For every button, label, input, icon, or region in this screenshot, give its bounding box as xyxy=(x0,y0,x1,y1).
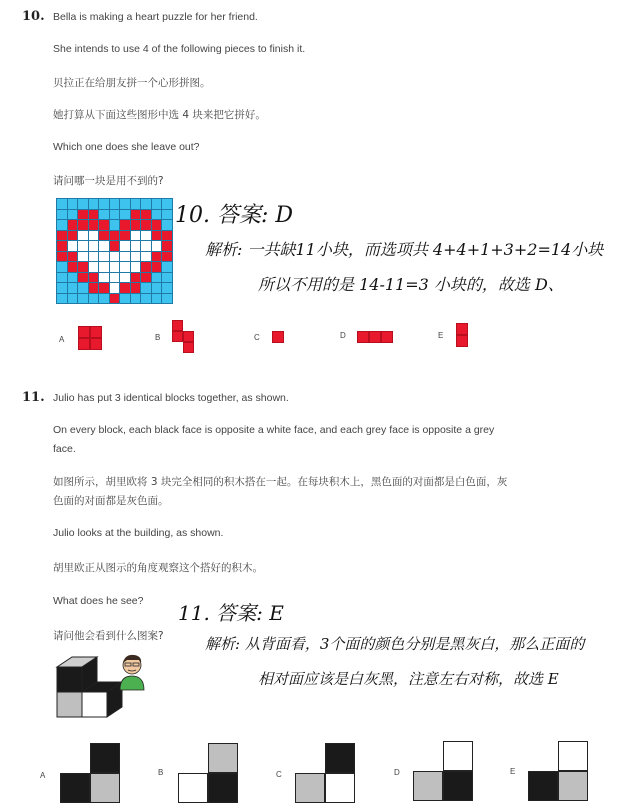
q10-option-b-label: B xyxy=(155,333,161,342)
q11-option-d-label: D xyxy=(394,768,400,777)
q11-option-c-figure[interactable] xyxy=(295,743,355,803)
q10-option-b-piece[interactable] xyxy=(172,320,198,356)
julio-person-icon xyxy=(112,650,152,692)
q11-option-e-figure[interactable] xyxy=(528,741,588,801)
q11-line-4: 如图所示，胡里欧将 3 块完全相同的积木搭在一起。在每块积木上，黑色面的对面都是白色面，灰 xyxy=(53,476,508,488)
q10-answer-title: 10. 答案: D xyxy=(175,203,294,228)
q10-answer-explanation-2: 所以不用的是 14-11=3 小块的，故选 D、 xyxy=(258,275,564,294)
q11-number: 11. xyxy=(22,390,45,405)
q10-line-6: 请问哪一块是用不到的? xyxy=(53,175,164,187)
q11-line-3: face. xyxy=(53,443,76,455)
q10-line-3: 贝拉正在给朋友拼一个心形拼图。 xyxy=(53,77,211,89)
q10-option-a-label: A xyxy=(59,335,65,344)
q11-option-c-label: C xyxy=(276,770,282,779)
q11-line-9: 请问他会看到什么图案? xyxy=(53,630,164,642)
q11-option-b-figure[interactable] xyxy=(178,743,238,803)
q10-option-d-piece[interactable] xyxy=(357,331,393,343)
q10-option-c-piece[interactable] xyxy=(272,331,284,343)
q11-line-5: 色面的对面都是灰色面。 xyxy=(53,495,169,507)
heart-puzzle-grid xyxy=(56,198,173,304)
q10-answer-explanation-1: 解析: 一共缺11小块，而选项共 4+4+1+3+2=14小块 xyxy=(205,240,604,259)
q10-line-2: She intends to use 4 of the following pieces to finish it. xyxy=(53,43,306,55)
q10-option-e-label: E xyxy=(438,331,444,340)
q10-line-5: Which one does she leave out? xyxy=(53,141,200,153)
q11-option-a-label: A xyxy=(40,771,46,780)
q10-option-d-label: D xyxy=(340,331,346,340)
q11-line-6: Julio looks at the building, as shown. xyxy=(53,527,224,539)
q10-line-4: 她打算从下面这些图形中选 4 块来把它拼好。 xyxy=(53,109,266,121)
q10-option-a-piece[interactable] xyxy=(78,326,102,350)
q10-option-e-piece[interactable] xyxy=(456,323,468,347)
q11-option-b-label: B xyxy=(158,768,164,777)
q11-line-8: What does he see? xyxy=(53,595,144,607)
q11-option-d-figure[interactable] xyxy=(413,741,473,801)
q11-answer-title: 11. 答案: E xyxy=(178,601,284,625)
q11-option-a-figure[interactable] xyxy=(60,743,120,803)
q11-answer-explanation-1: 解析: 从背面看，3个面的颜色分别是黑灰白，那么正面的 xyxy=(205,635,585,653)
q11-line-1: Julio has put 3 identical blocks together, as shown. xyxy=(53,392,289,404)
q11-option-e-label: E xyxy=(510,767,516,776)
q11-answer-explanation-2: 相对面应该是白灰黑，注意左右对称，故选 E xyxy=(258,670,559,688)
q10-line-1: Bella is making a heart puzzle for her friend. xyxy=(53,11,258,23)
q11-line-7: 胡里欧正从图示的角度观察这个搭好的积木。 xyxy=(53,562,263,574)
q11-line-2: On every block, each black face is opposite a white face, and each grey face is opposite a grey xyxy=(53,424,495,436)
q10-option-c-label: C xyxy=(254,333,260,342)
q10-number: 10. xyxy=(22,9,45,24)
